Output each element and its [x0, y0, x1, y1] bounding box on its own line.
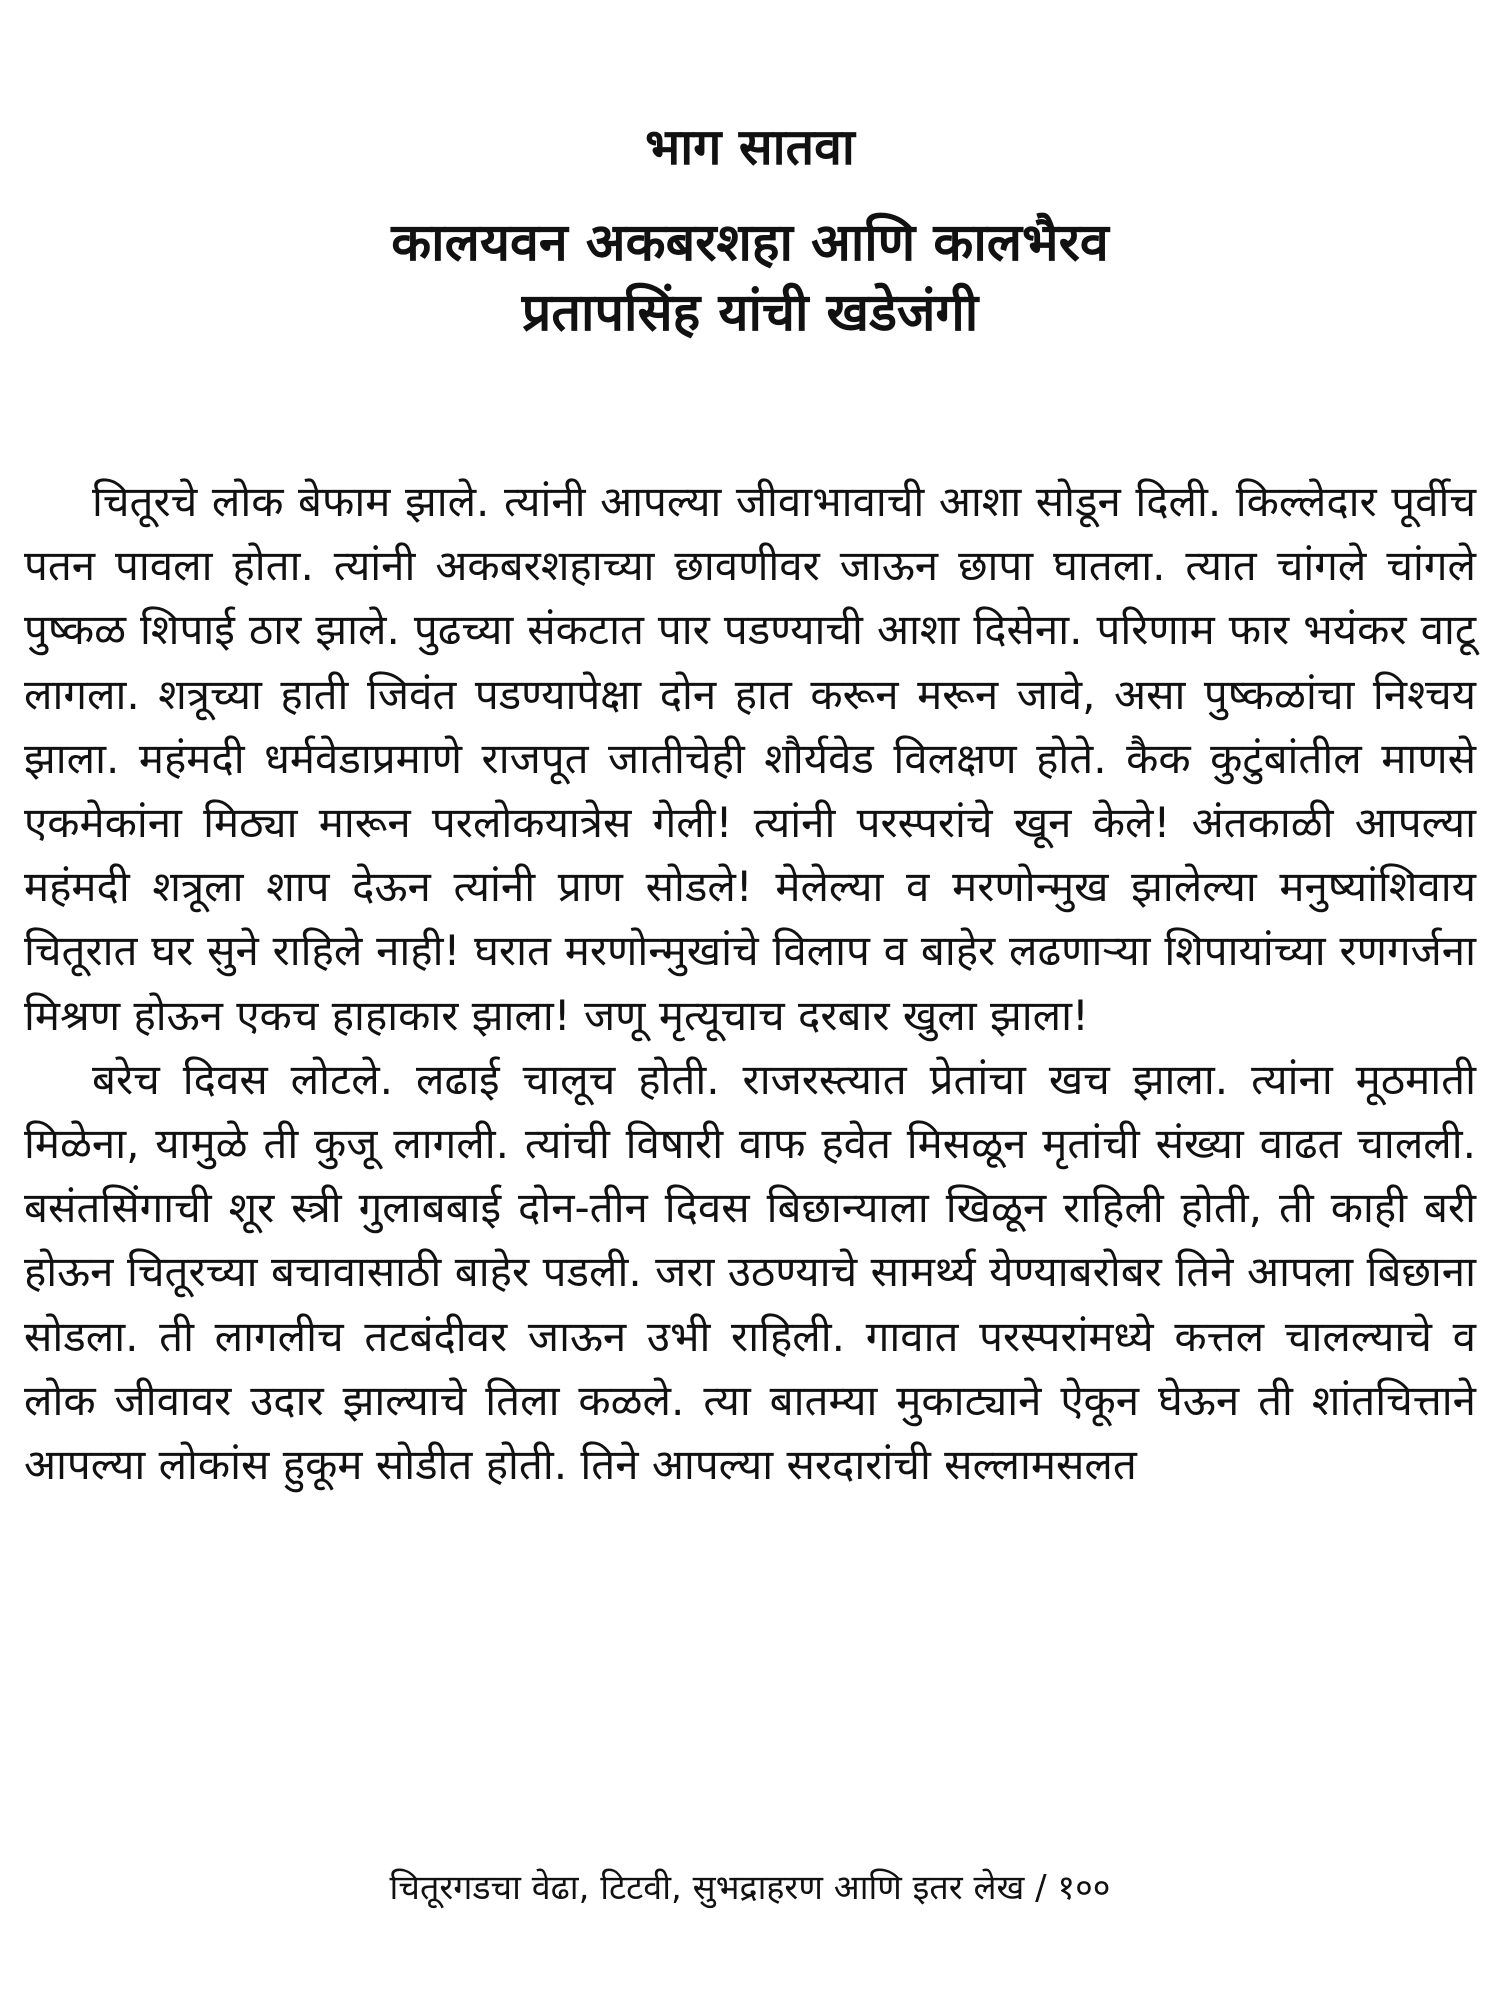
- section-label: भाग सातवा: [645, 118, 855, 176]
- chapter-title: [0, 208, 1500, 348]
- paragraph: बरेच दिवस लोटले. लढाई चालूच होती. राजरस्त्यात प्रेतांचा खच झाला. त्यांना मूठमाती मिळेना, यामुळे ती कुजू लागली. त्यांची विषारी वाफ हवेत मिसळून मृतांची संख्या वाढत चालली. बसंतसिंगाची शूर स्त्री गुलाबबाई दोन-तीन दिवस बिछान्याला खिळून राहिली होती, ती काही बरी होऊन चितूरच्या बचावासाठी बाहेर पडली. जरा उठण्याचे सामर्थ्य येण्याबरोबर तिने आपला बिछाना सोडला. ती लागलीच तटबंदीवर जाऊन उभी राहिली. गावात परस्परांमध्ये कत्तल चालल्याचे व लोक जीवावर उदार झाल्याचे तिला कळले. त्या बातम्या मुकाट्याने ऐकून घेऊन ती शांतचित्ताने आपल्या लोकांस हुकूम सोडीत होती. तिने आपल्या सरदारांची सल्लामसलत: [24, 1054, 1476, 1490]
- chapter-title-line-1: कालयवन अकबरशहा आणि कालभैरव: [391, 213, 1109, 273]
- chapter-title-line-2: प्रतापसिंह यांची खडेजंगी: [521, 283, 979, 343]
- paragraph: चितूरचे लोक बेफाम झाले. त्यांनी आपल्या जीवाभावाची आशा सोडून दिली. किल्लेदार पूर्वीच पतन पावला होता. त्यांनी अकबरशहाच्या छावणीवर जाऊन छापा घातला. त्यात चांगले चांगले पुष्कळ शिपाई ठार झाले. पुढच्या संकटात पार पडण्याची आशा दिसेना. परिणाम फार भयंकर वाटू लागला. शत्रूच्या हाती जिवंत पडण्यापेक्षा दोन हात करून मरून जावे, असा पुष्कळांचा निश्चय झाला. महंमदी धर्मवेडाप्रमाणे राजपूत जातीचेही शौर्यवेड विलक्षण होते. कैक कुटुंबांतील माणसे एकमेकांना मिठ्या मारून परलोकयात्रेस गेली! त्यांनी परस्परांचे खून केले! अंतकाळी आपल्या महंमदी शत्रूला शाप देऊन त्यांनी प्राण सोडले! मेलेल्या व मरणोन्मुख झालेल्या मनुष्यांशिवाय चितूरात घर सुने राहिले नाही! घरात मरणोन्मुखांचे विलाप व बाहेर लढणाऱ्या शिपायांच्या रणगर्जना मिश्रण होऊन एकच हाहाकार झाला! जणू मृत्यूचाच दरबार खुला झाला!: [24, 477, 1476, 1040]
- page-footer: चितूरगडचा वेढा, टिटवी, सुभद्राहरण आणि इतर लेख / १००: [389, 1868, 1111, 1908]
- body-text: [24, 470, 1476, 1497]
